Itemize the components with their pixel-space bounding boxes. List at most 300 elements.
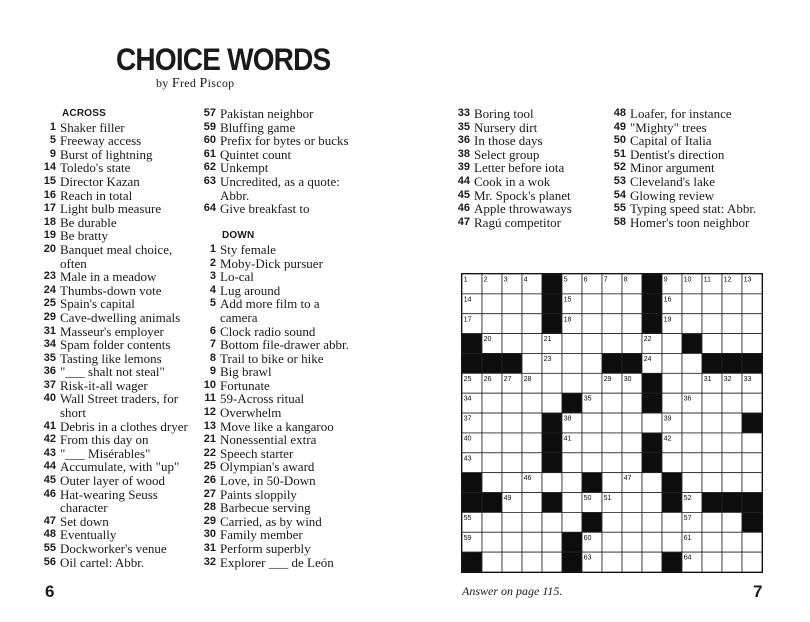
grid-cell-number: 8 <box>623 275 628 284</box>
clue-number: 54 <box>613 188 626 201</box>
grid-cell[interactable] <box>742 294 762 314</box>
grid-cell-number: 29 <box>603 374 612 383</box>
grid-cell[interactable] <box>722 552 742 572</box>
grid-cell[interactable] <box>602 512 622 532</box>
grid-cell[interactable] <box>622 334 642 354</box>
down-clue <box>198 515 358 529</box>
across-clue <box>38 515 198 529</box>
clue-text: Add more film to a camera <box>220 296 320 325</box>
clue-text: Loafer, for instance <box>630 106 732 121</box>
grid-cell-number: 52 <box>683 494 692 503</box>
grid-cell[interactable] <box>502 393 522 413</box>
grid-cell[interactable] <box>522 413 542 433</box>
grid-cell-number: 4 <box>523 275 528 284</box>
grid-cell[interactable] <box>622 453 642 473</box>
section-spacer <box>198 216 358 230</box>
clue-number: 14 <box>43 161 56 174</box>
grid-cell-number: 61 <box>683 533 692 542</box>
across-clue <box>198 202 358 216</box>
clue-number: 23 <box>43 270 56 283</box>
across-clue <box>38 311 198 325</box>
grid-cell-number: 54 <box>723 494 732 503</box>
grid-cell-number: 20 <box>483 335 492 344</box>
clue-text: Tasting like lemons <box>60 350 162 366</box>
grid-cell[interactable] <box>562 334 582 354</box>
grid-cell[interactable] <box>482 433 502 453</box>
grid-cell[interactable] <box>602 473 622 493</box>
clue-text: Apple throwaways <box>474 201 572 217</box>
grid-cell[interactable] <box>602 413 622 433</box>
across-clue <box>38 202 198 216</box>
clue-number: 63 <box>203 174 216 187</box>
grid-cell[interactable] <box>642 493 662 513</box>
grid-cell[interactable] <box>602 334 622 354</box>
grid-block <box>542 274 562 294</box>
grid-cell-number: 63 <box>583 553 592 562</box>
grid-cell-number: 25 <box>463 374 472 383</box>
grid-cell[interactable] <box>702 473 722 493</box>
grid-cell[interactable] <box>662 353 682 373</box>
down-clue <box>452 121 612 135</box>
clue-number: 35 <box>43 351 56 364</box>
grid-block <box>722 353 742 373</box>
clue-number: 10 <box>203 378 216 391</box>
grid-cell[interactable] <box>622 493 642 513</box>
clue-number: 57 <box>203 107 216 119</box>
across-clue <box>198 134 358 148</box>
grid-cell[interactable] <box>682 473 702 493</box>
crossword-grid[interactable] <box>461 273 763 573</box>
clue-number: 18 <box>43 215 56 228</box>
grid-cell[interactable] <box>542 393 562 413</box>
clue-text: Masseur's employer <box>60 323 164 339</box>
grid-cell[interactable] <box>742 453 762 473</box>
grid-cell[interactable] <box>662 334 682 354</box>
grid-cell[interactable] <box>622 413 642 433</box>
grid-cell[interactable] <box>702 453 722 473</box>
grid-cell[interactable] <box>702 294 722 314</box>
across-clue <box>38 148 198 162</box>
grid-cell[interactable] <box>622 393 642 413</box>
grid-cell[interactable] <box>702 314 722 334</box>
grid-cell[interactable] <box>622 433 642 453</box>
grid-cell[interactable] <box>502 314 522 334</box>
down-clue <box>198 257 358 271</box>
down-clue <box>452 134 612 148</box>
grid-cell[interactable] <box>602 552 622 572</box>
grid-cell[interactable] <box>682 314 702 334</box>
grid-cell[interactable] <box>482 512 502 532</box>
clue-number: 34 <box>43 338 56 351</box>
grid-cell[interactable] <box>622 532 642 552</box>
grid-cell[interactable] <box>582 353 602 373</box>
grid-cell[interactable] <box>642 473 662 493</box>
grid-cell[interactable] <box>722 473 742 493</box>
clue-text: Olympian's award <box>220 459 315 475</box>
clue-number: 53 <box>613 174 626 187</box>
clue-column-2 <box>198 107 358 569</box>
grid-cell[interactable] <box>622 314 642 334</box>
clue-text: Quintet count <box>220 146 292 162</box>
grid-cell[interactable] <box>742 314 762 334</box>
grid-cell[interactable] <box>502 512 522 532</box>
grid-cell[interactable] <box>542 473 562 493</box>
grid-cell[interactable] <box>702 334 722 354</box>
grid-cell[interactable] <box>562 473 582 493</box>
grid-cell[interactable] <box>522 314 542 334</box>
grid-cell[interactable] <box>522 433 542 453</box>
down-clue <box>198 352 358 366</box>
clue-text: Mr. Spock's planet <box>474 187 571 203</box>
grid-cell[interactable] <box>482 453 502 473</box>
clue-text: Capital of Italia <box>630 133 712 149</box>
grid-cell-number: 31 <box>703 374 712 383</box>
grid-cell[interactable] <box>642 532 662 552</box>
across-clue <box>38 542 198 556</box>
grid-cell[interactable] <box>722 314 742 334</box>
grid-cell[interactable] <box>502 473 522 493</box>
grid-cell[interactable] <box>642 512 662 532</box>
grid-cell[interactable] <box>542 552 562 572</box>
grid-cell-number: 16 <box>663 295 672 304</box>
grid-cell[interactable] <box>522 334 542 354</box>
clue-text: Letter before iota <box>474 160 565 176</box>
across-clue <box>38 189 198 203</box>
clue-text: Be durable <box>60 214 117 230</box>
clue-text: Family member <box>220 527 303 543</box>
grid-cell[interactable] <box>702 433 722 453</box>
grid-cell[interactable] <box>602 532 622 552</box>
grid-cell[interactable] <box>582 433 602 453</box>
grid-cell[interactable] <box>482 314 502 334</box>
grid-cell[interactable] <box>742 433 762 453</box>
grid-cell-number: 50 <box>583 494 592 503</box>
grid-block <box>482 353 502 373</box>
grid-cell[interactable] <box>662 393 682 413</box>
grid-cell-number: 32 <box>723 374 732 383</box>
grid-cell-number: 15 <box>563 295 572 304</box>
grid-cell[interactable] <box>562 453 582 473</box>
grid-cell[interactable] <box>482 473 502 493</box>
clue-column-3 <box>452 107 612 229</box>
grid-cell[interactable] <box>622 294 642 314</box>
grid-cell[interactable] <box>742 532 762 552</box>
grid-block <box>662 473 682 493</box>
down-clue <box>452 148 612 162</box>
grid-cell[interactable] <box>522 552 542 572</box>
clue-number: 59 <box>203 120 216 133</box>
grid-cell[interactable] <box>522 393 542 413</box>
grid-cell[interactable] <box>602 393 622 413</box>
clue-text: Bluffing game <box>220 119 296 135</box>
grid-cell[interactable] <box>502 413 522 433</box>
grid-cell[interactable] <box>682 453 702 473</box>
grid-block <box>562 532 582 552</box>
clue-number: 15 <box>43 174 56 187</box>
grid-cell[interactable] <box>642 413 662 433</box>
grid-cell[interactable] <box>542 532 562 552</box>
across-clue <box>38 297 198 311</box>
grid-cell-number: 11 <box>703 275 712 284</box>
clue-text: Risk-it-all wager <box>60 377 148 393</box>
clue-number: 28 <box>203 501 216 514</box>
down-clue <box>608 161 788 175</box>
clue-number: 60 <box>203 134 216 147</box>
grid-cell[interactable] <box>482 294 502 314</box>
grid-cell[interactable] <box>722 512 742 532</box>
grid-block <box>702 353 722 373</box>
grid-cell-number: 47 <box>623 474 632 483</box>
clue-number: 24 <box>43 283 56 296</box>
grid-cell[interactable] <box>742 473 762 493</box>
grid-cell[interactable] <box>522 453 542 473</box>
byline-first-initial: F <box>171 76 180 91</box>
grid-cell[interactable] <box>602 294 622 314</box>
grid-cell[interactable] <box>502 334 522 354</box>
down-clue <box>198 365 358 379</box>
grid-cell-number: 57 <box>683 513 692 522</box>
grid-cell[interactable] <box>522 353 542 373</box>
grid-cell-number: 3 <box>503 275 508 284</box>
clue-text: Nursery dirt <box>474 119 538 135</box>
clue-text: Bottom file-drawer abbr. <box>220 337 349 353</box>
clue-number: 36 <box>43 365 56 378</box>
clue-number: 5 <box>209 297 216 310</box>
clue-text: Prefix for bytes or bucks <box>220 133 349 149</box>
clue-text: Cleveland's lake <box>630 173 716 189</box>
clue-text: "___ shalt not steal" <box>60 364 165 380</box>
grid-cell[interactable] <box>682 353 702 373</box>
clue-text: Nonessential extra <box>220 432 317 448</box>
grid-cell[interactable] <box>582 294 602 314</box>
grid-cell[interactable] <box>522 512 542 532</box>
grid-cell-number: 37 <box>463 414 472 423</box>
grid-cell[interactable] <box>502 532 522 552</box>
across-clue <box>38 392 198 419</box>
grid-cell-number: 48 <box>483 494 492 503</box>
grid-cell[interactable] <box>502 433 522 453</box>
grid-cell[interactable] <box>722 433 742 453</box>
grid-cell[interactable] <box>582 334 602 354</box>
clue-text: Uncredited, as a quote: Abbr. <box>220 173 340 203</box>
clue-number: 44 <box>43 460 56 473</box>
grid-cell[interactable] <box>702 393 722 413</box>
across-clue <box>198 121 358 135</box>
grid-block <box>662 493 682 513</box>
grid-cell[interactable] <box>522 493 542 513</box>
grid-cell-number: 55 <box>463 513 472 522</box>
grid-block <box>642 373 662 393</box>
clue-text: Wall Street traders, for short <box>60 391 179 421</box>
clue-number: 1 <box>49 120 56 133</box>
clue-number: 21 <box>203 433 216 446</box>
clue-text: Unkempt <box>220 160 269 176</box>
down-clue <box>608 216 788 230</box>
down-clue <box>608 148 788 162</box>
clue-number: 6 <box>209 324 216 337</box>
grid-cell[interactable] <box>562 493 582 513</box>
clue-text: Toledo's state <box>60 160 131 176</box>
clue-text: Give breakfast to <box>220 201 310 217</box>
grid-cell[interactable] <box>622 512 642 532</box>
clue-text: Speech starter <box>220 445 294 461</box>
clue-number: 30 <box>203 528 216 541</box>
grid-cell[interactable] <box>662 373 682 393</box>
grid-cell[interactable] <box>562 353 582 373</box>
grid-cell[interactable] <box>662 532 682 552</box>
grid-cell[interactable] <box>582 453 602 473</box>
clue-text: Minor argument <box>630 160 715 176</box>
down-clue <box>452 175 612 189</box>
across-clue <box>38 338 198 352</box>
grid-cell[interactable] <box>702 532 722 552</box>
grid-cell[interactable] <box>542 373 562 393</box>
grid-cell[interactable] <box>482 413 502 433</box>
grid-cell[interactable] <box>742 552 762 572</box>
grid-cell[interactable] <box>682 294 702 314</box>
grid-cell-number: 22 <box>643 335 652 344</box>
grid-cell-number: 28 <box>523 374 532 383</box>
grid-cell-number: 30 <box>623 374 632 383</box>
grid-cell[interactable] <box>542 512 562 532</box>
across-clue <box>38 229 198 243</box>
grid-cell[interactable] <box>582 314 602 334</box>
grid-cell[interactable] <box>682 413 702 433</box>
down-clue <box>452 216 612 230</box>
clue-text: Perform superbly <box>220 541 311 556</box>
down-clue <box>198 556 358 570</box>
byline-first-rest: red <box>180 76 200 90</box>
clue-text: Boring tool <box>474 106 534 121</box>
down-clue <box>198 406 358 420</box>
down-clue <box>608 202 788 216</box>
grid-cell-number: 1 <box>463 275 468 284</box>
grid-cell[interactable] <box>722 453 742 473</box>
grid-block <box>542 294 562 314</box>
grid-cell[interactable] <box>662 512 682 532</box>
grid-cell[interactable] <box>482 393 502 413</box>
grid-cell[interactable] <box>702 512 722 532</box>
across-clue <box>198 161 358 175</box>
clue-number: 45 <box>457 188 470 201</box>
clue-text: Select group <box>474 146 540 162</box>
grid-cell[interactable] <box>482 552 502 572</box>
grid-cell[interactable] <box>502 294 522 314</box>
clue-text: Debris in a clothes dryer <box>60 418 188 434</box>
grid-cell[interactable] <box>722 393 742 413</box>
clue-number: 11 <box>204 392 216 405</box>
grid-block <box>642 433 662 453</box>
grid-cell-number: 5 <box>563 275 568 284</box>
clue-number: 46 <box>43 487 56 500</box>
grid-cell[interactable] <box>722 532 742 552</box>
clue-text: Carried, as by wind <box>220 513 322 529</box>
grid-block <box>682 334 702 354</box>
grid-block <box>562 552 582 572</box>
grid-cell[interactable] <box>582 413 602 433</box>
clue-number: 29 <box>43 310 56 323</box>
grid-cell[interactable] <box>702 413 722 433</box>
grid-cell[interactable] <box>662 453 682 473</box>
grid-cell-number: 35 <box>583 394 592 403</box>
grid-block <box>562 393 582 413</box>
clue-number: 32 <box>203 555 216 568</box>
clue-text: Glowing review <box>630 187 715 203</box>
grid-cell[interactable] <box>482 532 502 552</box>
clue-number: 25 <box>203 460 216 473</box>
grid-cell[interactable] <box>722 413 742 433</box>
clue-number: 47 <box>43 514 56 527</box>
grid-block <box>582 473 602 493</box>
grid-cell[interactable] <box>502 453 522 473</box>
grid-cell-number: 23 <box>543 355 552 364</box>
clue-text: Lug around <box>220 282 281 298</box>
grid-cell[interactable] <box>722 334 742 354</box>
grid-cell[interactable] <box>722 294 742 314</box>
grid-cell[interactable] <box>702 552 722 572</box>
grid-block <box>602 353 622 373</box>
grid-block <box>642 274 662 294</box>
puzzle-title: CHOICE WORDS <box>116 42 331 77</box>
grid-cell-number: 17 <box>463 315 472 324</box>
grid-cell[interactable] <box>582 373 602 393</box>
grid-cell-number: 13 <box>743 275 752 284</box>
clue-text: Dockworker's venue <box>60 541 167 556</box>
down-header: DOWN <box>222 230 255 242</box>
grid-cell-number: 62 <box>463 553 472 562</box>
grid-cell[interactable] <box>602 453 622 473</box>
across-clue <box>38 325 198 339</box>
across-clue <box>198 107 358 121</box>
clue-number: 29 <box>203 514 216 527</box>
down-clue <box>608 121 788 135</box>
grid-cell[interactable] <box>642 552 662 572</box>
grid-cell-number: 40 <box>463 434 472 443</box>
grid-cell[interactable] <box>522 294 542 314</box>
clue-text: Accumulate, with "up" <box>60 459 180 475</box>
grid-cell[interactable] <box>502 552 522 572</box>
clue-number: 8 <box>209 351 216 364</box>
grid-cell[interactable] <box>522 532 542 552</box>
answer-note: Answer on page 115. <box>462 584 563 598</box>
across-clue <box>38 556 198 570</box>
grid-block <box>462 353 482 373</box>
grid-cell[interactable] <box>602 314 622 334</box>
grid-block <box>542 314 562 334</box>
grid-cell-number: 10 <box>683 275 692 284</box>
across-clue <box>38 270 198 284</box>
clue-number: 48 <box>613 107 626 119</box>
grid-cell[interactable] <box>562 373 582 393</box>
grid-cell[interactable] <box>602 433 622 453</box>
clue-number: 36 <box>457 134 470 147</box>
grid-cell[interactable] <box>742 393 762 413</box>
grid-cell[interactable] <box>682 373 702 393</box>
clue-column-1 <box>38 107 198 569</box>
across-clue <box>38 352 198 366</box>
grid-cell[interactable] <box>562 512 582 532</box>
grid-cell[interactable] <box>622 552 642 572</box>
down-clue <box>198 474 358 488</box>
grid-cell[interactable] <box>682 433 702 453</box>
grid-cell[interactable] <box>742 334 762 354</box>
grid-cell-number: 41 <box>563 434 572 443</box>
clue-number: 4 <box>209 283 216 296</box>
clue-number: 9 <box>49 147 56 160</box>
clue-number: 55 <box>613 202 626 215</box>
clue-number: 48 <box>43 528 56 541</box>
clue-text: Set down <box>60 513 109 529</box>
